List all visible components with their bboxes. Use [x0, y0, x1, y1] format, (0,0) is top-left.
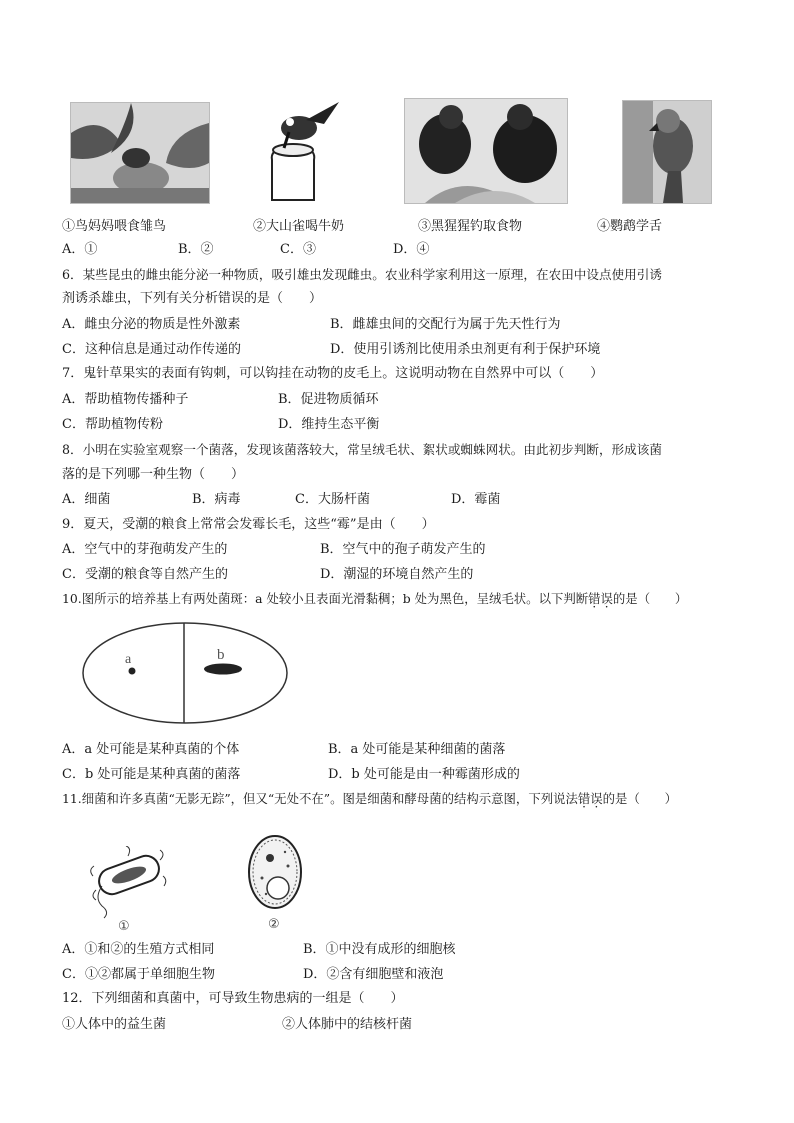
petri-label-a: a — [125, 652, 132, 667]
parrot-illustration — [623, 101, 711, 203]
q12-item-2: ②人体肺中的结核杆菌 — [282, 1017, 413, 1032]
tit-milk-illustration — [244, 100, 344, 202]
q11-option-a: A．①和②的生殖方式相同 — [62, 942, 215, 957]
petri-dish-outline — [83, 623, 287, 723]
q7-stem: 7．鬼针草果实的表面有钩刺，可以钩挂在动物的皮毛上。这说明动物在自然界中可以（ ） — [62, 366, 604, 381]
photo-tit-drinking-milk — [244, 100, 344, 202]
q8-option-d: D．霉菌 — [451, 492, 501, 507]
q10-option-b: B．a 处可能是某种细菌的菌落 — [328, 742, 506, 757]
q10-stem — [62, 590, 687, 608]
q9-option-d: D．潮湿的环境自然产生的 — [320, 567, 474, 582]
yeast-figure — [240, 830, 310, 932]
q10-stem-text: 10.图所示的培养基上有两处菌斑：a 处较小且表面光滑黏稠；b 处为黑色，呈绒毛状。以下判断 — [62, 591, 589, 606]
petri-label-b: b — [217, 647, 225, 663]
q10-option-a: A．a 处可能是某种真菌的个体 — [62, 742, 240, 757]
q8-stem-line1: 8．小明在实验室观察一个菌落，发现该菌落较大，常呈绒毛状、絮状或蜘蛛网状。由此初步判断，形成该菌 — [62, 442, 662, 457]
photo-bird-feeding-chicks — [70, 102, 210, 204]
q6-option-b: B．雌雄虫间的交配行为属于先天性行为 — [330, 317, 561, 332]
q10-stem-end: 的是（ ） — [612, 591, 688, 606]
q6-stem-line1: 6．某些昆虫的雌虫能分泌一种物质，吸引雄虫发现雌虫。农业科学家利用这一原理，在农田中设点使用引诱 — [62, 267, 662, 282]
q9-option-a: A．空气中的芽孢萌发产生的 — [62, 542, 228, 557]
q11-option-b: B．①中没有成形的细胞核 — [303, 942, 456, 957]
photo-parrot — [622, 100, 712, 204]
q8-option-c: C．大肠杆菌 — [295, 492, 370, 507]
yeast-cell-illustration — [249, 836, 301, 908]
bird-feeding-illustration — [71, 103, 209, 203]
q10-emphasis-wu: 误 — [600, 591, 613, 606]
q5-option-b: B．② — [178, 242, 214, 257]
q5-option-c: C．③ — [280, 242, 316, 257]
q11-option-c: C．①②都属于单细胞生物 — [62, 967, 215, 982]
chimpanzee-illustration — [405, 99, 567, 203]
q7-option-b: B．促进物质循环 — [278, 392, 379, 407]
bacterium-figure — [88, 846, 168, 934]
q12-item-1: ①人体中的益生菌 — [62, 1017, 167, 1032]
q11-stem-end: 的是（ ） — [602, 791, 678, 806]
q11-option-d: D．②含有细胞壁和液泡 — [303, 967, 444, 982]
q9-stem: 9．夏天，受潮的粮食上常常会发霉长毛，这些“霉”是由（ ） — [62, 517, 435, 532]
petri-dish-figure — [80, 618, 292, 730]
q8-stem-line2: 落的是下列哪一种生物（ ） — [62, 467, 245, 482]
q8-option-b: B．病毒 — [192, 492, 241, 507]
photo-chimpanzees-fishing — [404, 98, 568, 204]
q11-stem-text: 11.细菌和许多真菌“无影无踪”，但又“无处不在”。图是细菌和酵母菌的结构示意图，下列说法 — [62, 791, 578, 806]
bacterium-illustration — [91, 846, 166, 918]
q6-option-d: D．使用引诱剂比使用杀虫剂更有利于保护环境 — [330, 342, 601, 357]
figure-label-1: ① — [118, 919, 130, 934]
q7-option-a: A．帮助植物传播种子 — [62, 392, 189, 407]
colony-b — [204, 664, 242, 675]
figure-label-2: ② — [268, 917, 280, 932]
q10-emphasis-cuo: 错 — [588, 591, 601, 606]
q7-option-d: D．维持生态平衡 — [278, 417, 380, 432]
q12-stem: 12．下列细菌和真菌中，可导致生物患病的一组是（ ） — [62, 991, 404, 1006]
caption-parrot: ④鹦鹉学舌 — [597, 219, 663, 234]
q9-option-b: B．空气中的孢子萌发产生的 — [320, 542, 486, 557]
q9-option-c: C．受潮的粮食等自然产生的 — [62, 567, 228, 582]
caption-chimpanzee: ③黑猩猩钓取食物 — [418, 219, 523, 234]
colony-a — [129, 668, 136, 675]
q6-option-c: C．这种信息是通过动作传递的 — [62, 342, 241, 357]
q11-emphasis-wu: 误 — [590, 791, 603, 806]
caption-bird-feeding: ①鸟妈妈喂食雏鸟 — [62, 219, 167, 234]
q8-option-a: A．细菌 — [62, 492, 111, 507]
q11-emphasis-cuo: 错 — [577, 791, 591, 806]
q7-option-c: C．帮助植物传粉 — [62, 417, 163, 432]
q6-stem-line2: 剂诱杀雄虫，下列有关分析错误的是（ ） — [62, 291, 323, 306]
q11-stem — [62, 790, 677, 808]
q5-option-d: D．④ — [393, 242, 430, 257]
q10-option-d: D．b 处可能是由一种霉菌形成的 — [328, 767, 520, 782]
q6-option-a: A．雌虫分泌的物质是性外激素 — [62, 317, 241, 332]
caption-tit-milk: ②大山雀喝牛奶 — [253, 219, 345, 234]
q5-option-a: A．① — [62, 242, 98, 257]
q10-option-c: C．b 处可能是某种真菌的菌落 — [62, 767, 241, 782]
